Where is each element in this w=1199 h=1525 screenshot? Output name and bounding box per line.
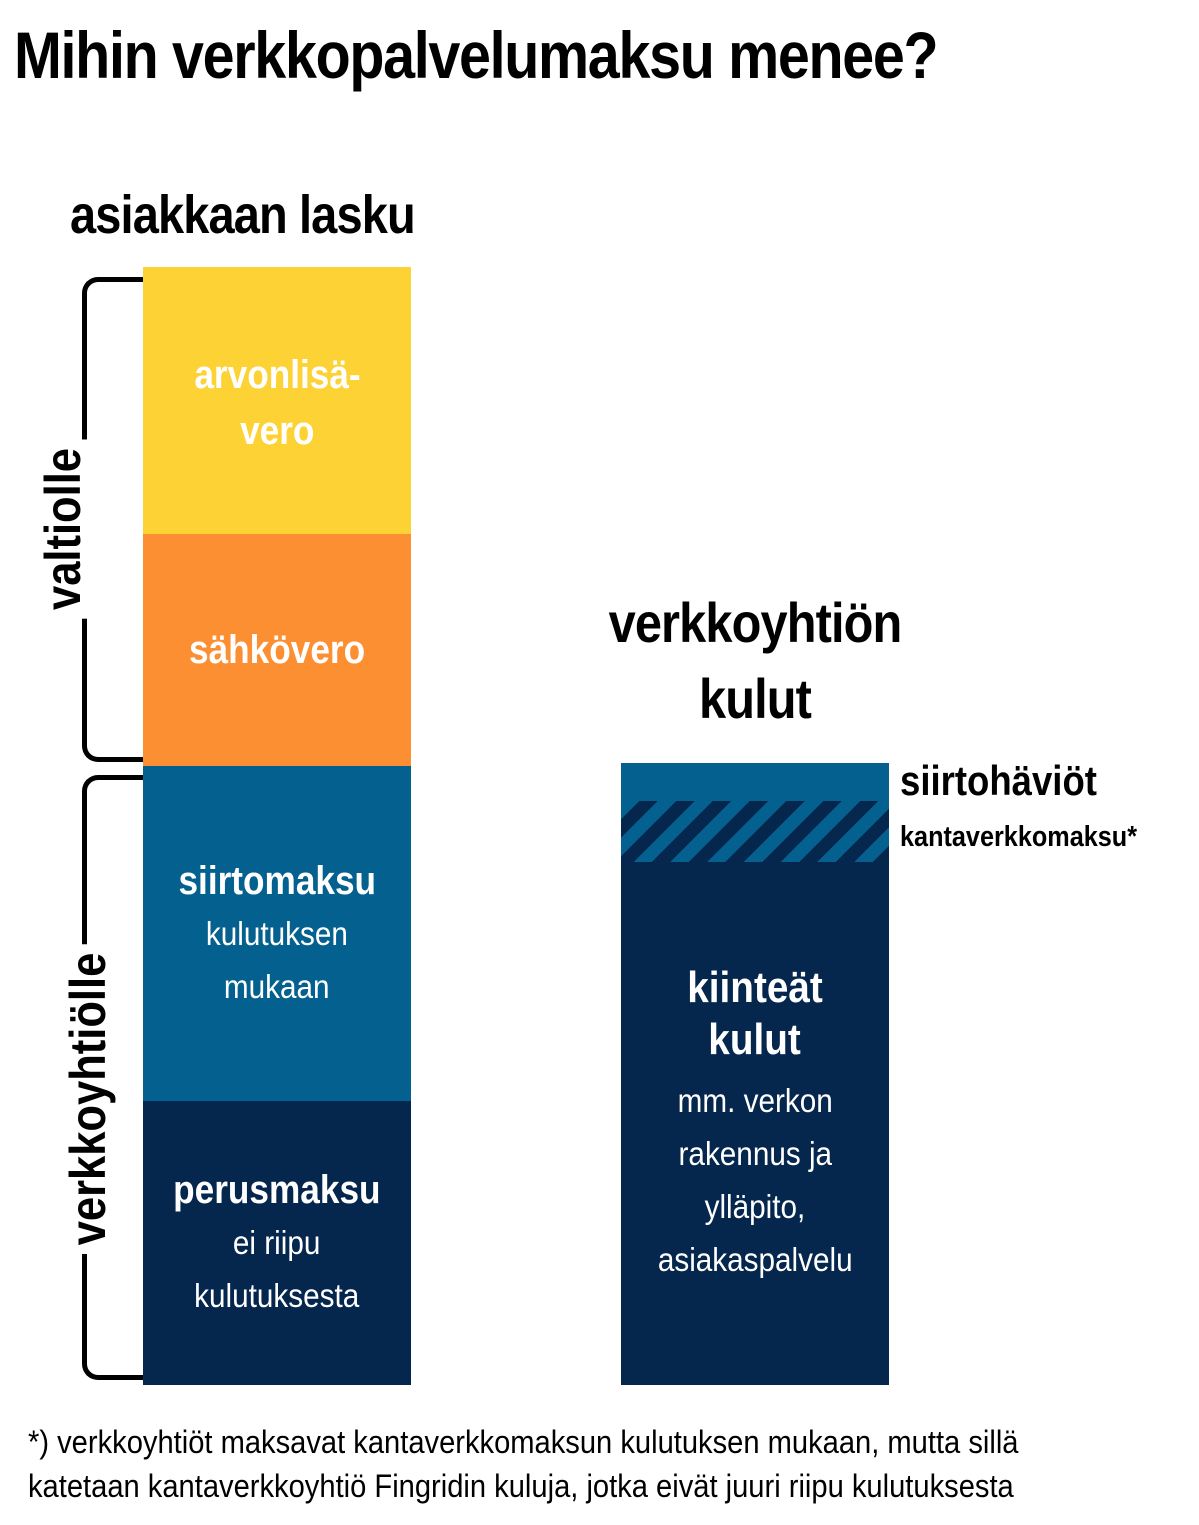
fixed-costs-line2: kulut [708,1014,802,1064]
network-company-costs-heading-line2: kulut [698,667,812,730]
network-company-costs-heading [598,585,911,737]
vat-label-line1: arvonlisä- [193,352,361,397]
network-company-bracket-label: verkkoyhtiölle [61,944,115,1254]
footnote-line2: katetaan kantaverkkoyhtiö Fingridin kuluja, jotka eivät juuri riipu kulutuksesta [28,1468,1014,1504]
electricity-tax-label: sähkövero [188,628,366,672]
base-fee-sub2: kulutuksesta [194,1277,360,1314]
fixed-costs-sub2: rakennus ja [678,1134,832,1172]
base-fee-label: perusmaksu [173,1168,381,1212]
transfer-fee-block [143,766,411,1101]
fixed-costs-sub3: ylläpito, [704,1187,806,1225]
transmission-losses-label: siirtohäviöt [900,757,1097,804]
transfer-fee-label: siirtomaksu [178,858,376,903]
vat-block [143,267,411,534]
transmission-losses-block [621,763,889,801]
fixed-costs-sub1: mm. verkon [677,1081,833,1119]
page-title: Mihin verkkopalvelumaksu menee? [14,18,938,92]
base-fee-block [143,1101,411,1385]
state-bracket [82,277,144,762]
fixed-costs-sub4: asiakaspalvelu [657,1240,853,1278]
grid-fee-hatched-block [621,801,889,862]
transfer-fee-sub2: mukaan [224,967,330,1005]
grid-fee-label: kantaverkkomaksu* [900,821,1138,853]
footnote [28,1420,1156,1508]
customer-bill-heading: asiakkaan lasku [70,185,415,245]
base-fee-sub1: ei riipu [233,1224,321,1261]
fixed-costs-block [621,862,889,1385]
transfer-fee-sub1: kulutuksen [205,914,348,952]
electricity-tax-block [143,534,411,766]
vat-label-line2: vero [239,408,315,453]
fixed-costs-line1: kiinteät [687,962,823,1012]
footnote-line1: *) verkkoyhtiöt maksavat kantaverkkomaksun kulutuksen mukaan, mutta sillä [28,1424,1019,1460]
state-bracket-label: valtiolle [36,439,90,618]
network-company-costs-heading-line1: verkkoyhtiön [608,591,902,654]
